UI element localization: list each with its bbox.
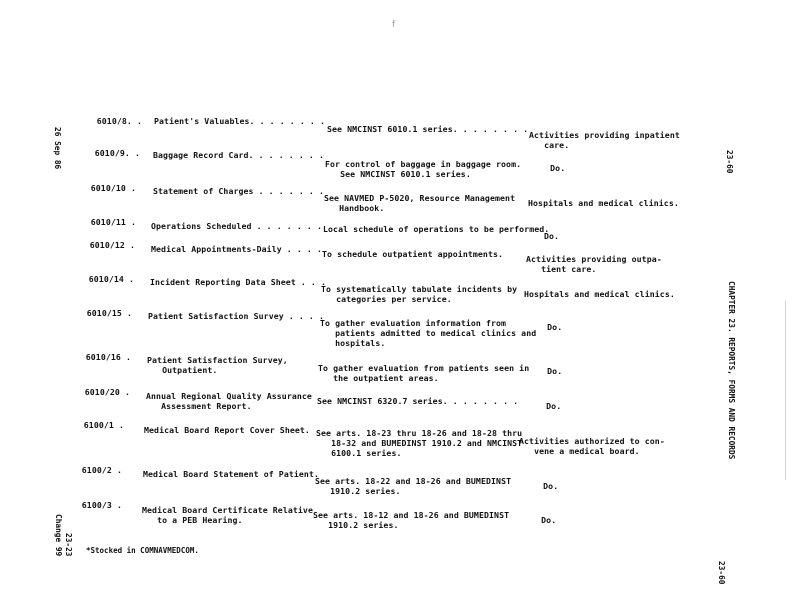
- form-reference: See NMCINST 6010.1 series.: [325, 169, 471, 179]
- form-number: 6010/10 .: [90, 183, 136, 193]
- form-title: Medical Appointments-Daily . . . .: [151, 244, 322, 254]
- form-title: Statement of Charges . . . . . . .: [153, 186, 324, 196]
- form-title: Patient Satisfaction Survey . . . .: [148, 311, 325, 321]
- form-title: Medical Board Certificate Relative: [142, 505, 313, 515]
- left-margin-page-number: 23-23: [64, 533, 73, 557]
- form-number: 6010/9. .: [94, 148, 140, 158]
- form-number: 6010/8. .: [96, 116, 142, 126]
- used-by: Hospitals and medical clinics.: [524, 289, 675, 299]
- form-title: Medical Board Statement of Patient.: [143, 469, 320, 479]
- form-number: 6010/11 .: [90, 217, 136, 227]
- form-reference: See NAVMED P-5020, Resource Management: [324, 193, 516, 203]
- header-mark: f: [392, 20, 396, 30]
- form-number: 6100/2 .: [81, 465, 122, 475]
- form-reference: 1910.2 series.: [315, 486, 401, 496]
- form-number: 6010/12 .: [89, 240, 135, 250]
- form-reference: Local schedule of operations to be performed.: [323, 224, 550, 234]
- form-number: 6100/1 .: [83, 420, 124, 430]
- scan-edge-line: [785, 300, 786, 480]
- used-by: Do.: [522, 322, 563, 332]
- form-reference: hospitals.: [320, 338, 386, 348]
- form-title: Patient's Valuables. . . . . . . .: [154, 116, 325, 126]
- right-bottom-page-number: 23-60: [717, 561, 726, 585]
- form-reference: 6100.1 series.: [316, 448, 402, 458]
- form-title: Medical Board Report Cover Sheet.: [144, 425, 310, 435]
- used-by: Activities providing outpa-: [526, 254, 662, 264]
- form-reference: 1910.2 series.: [313, 520, 399, 530]
- form-reference: See arts. 18-23 thru 18-26 and 18-28 thru: [316, 428, 523, 438]
- used-by: tient care.: [526, 264, 597, 274]
- form-title: to a PEB Hearing.: [142, 515, 243, 525]
- form-reference: Handbook.: [324, 203, 385, 213]
- used-by: vene a medical board.: [519, 446, 640, 456]
- left-margin-change: Change 99: [54, 514, 63, 557]
- chapter-title: CHAPTER 23. REPORTS, FORMS AND RECORDS: [727, 281, 736, 460]
- left-margin-date: 26 Sep 86: [53, 127, 62, 170]
- form-reference: the outpatient areas.: [318, 373, 439, 383]
- form-title: Annual Regional Quality Assurance: [146, 391, 312, 401]
- used-by: Do.: [525, 163, 566, 173]
- form-reference: patients admitted to medical clinics and: [320, 328, 537, 338]
- form-reference: To schedule outpatient appointments.: [322, 249, 504, 259]
- used-by: care.: [529, 140, 570, 150]
- form-reference: See NMCINST 6320.7 series. . . . . . . .: [317, 396, 519, 406]
- form-number: 6010/20 .: [84, 387, 130, 397]
- form-title: Assessment Report.: [146, 401, 252, 411]
- form-number: 6010/15 .: [86, 308, 132, 318]
- form-number: 6010/16 .: [85, 352, 131, 362]
- form-title: Outpatient.: [147, 365, 218, 375]
- form-reference: For control of baggage in baggage room.: [325, 159, 522, 169]
- used-by: Hospitals and medical clinics.: [528, 198, 679, 208]
- form-number: 6100/3 .: [81, 500, 122, 510]
- used-by: Activities providing inpatient: [529, 130, 680, 140]
- form-reference: See arts. 18-12 and 18-26 and BUMEDINST: [313, 510, 510, 520]
- form-reference: 18-32 and BUMEDINST 1910.2 and NMCINST: [316, 438, 523, 448]
- form-reference: categories per service.: [321, 294, 452, 304]
- form-reference: To systematically tabulate incidents by: [321, 284, 518, 294]
- form-reference: To gather evaluation information from: [320, 318, 507, 328]
- used-by: Do.: [544, 231, 560, 241]
- used-by: Do.: [522, 366, 563, 376]
- used-by: Do.: [516, 515, 557, 525]
- used-by: Do.: [521, 401, 562, 411]
- used-by: Activities authorized to con-: [519, 436, 665, 446]
- form-title: Incident Reporting Data Sheet . . .: [150, 277, 327, 287]
- form-title: Patient Satisfaction Survey,: [147, 355, 288, 365]
- form-number: 6010/14 .: [88, 274, 134, 284]
- form-reference: See arts. 18-22 and 18-26 and BUMEDINST: [315, 476, 512, 486]
- right-margin-page-number: 23-60: [725, 150, 734, 174]
- footnote: *Stocked in COMNAVMEDCOM.: [86, 546, 199, 555]
- used-by: Do.: [518, 481, 559, 491]
- form-title: Baggage Record Card. . . . . . . .: [153, 150, 324, 160]
- form-title: Operations Scheduled . . . . . . .: [151, 221, 322, 231]
- form-reference: See NMCINST 6010.1 series. . . . . . . .: [327, 124, 529, 134]
- form-reference: To gather evaluation from patients seen in: [318, 363, 530, 373]
